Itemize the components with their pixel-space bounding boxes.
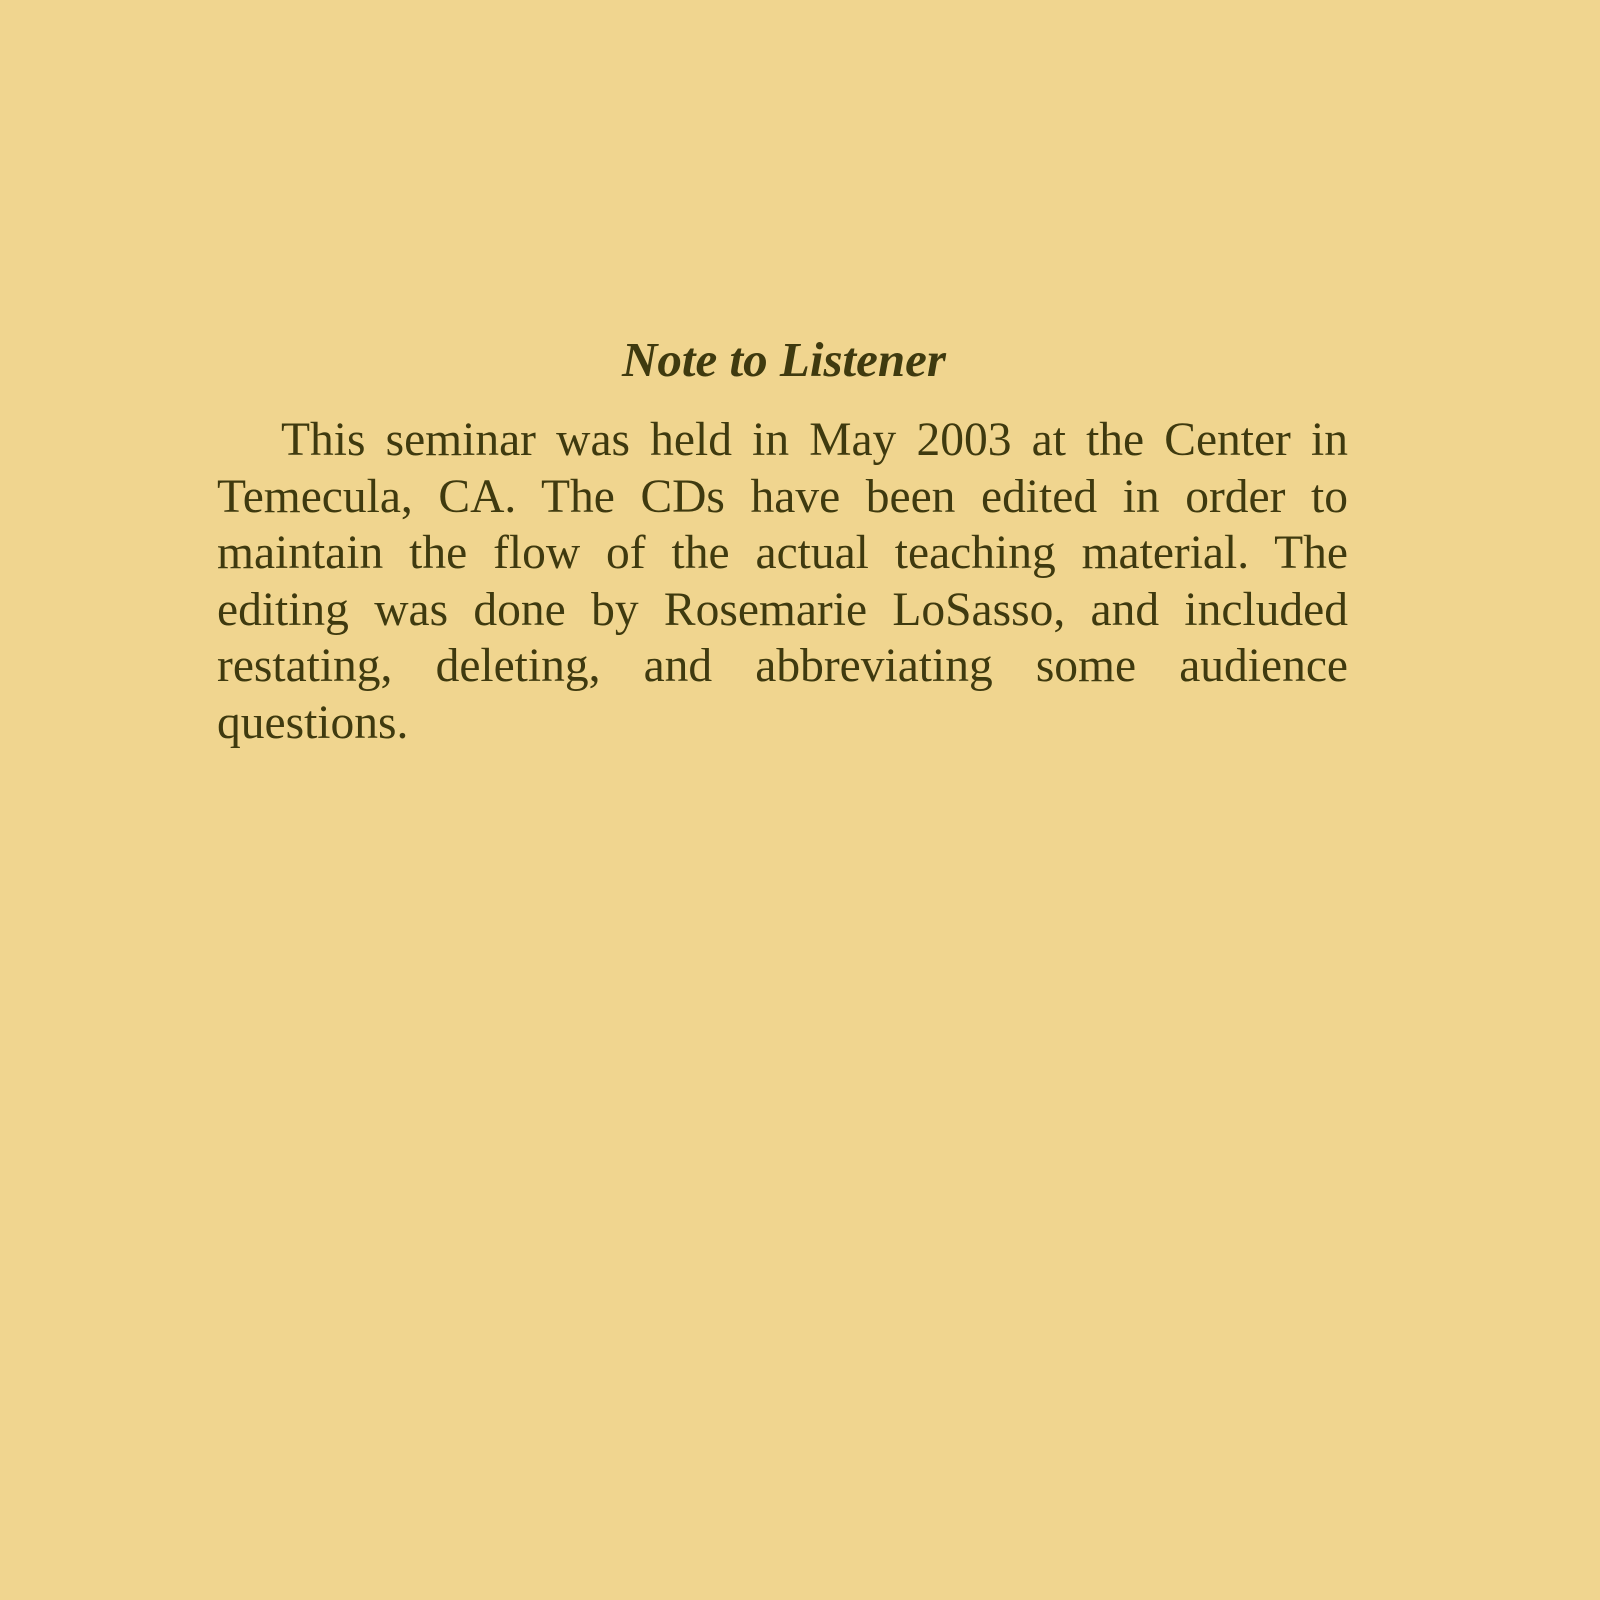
note-body-paragraph: This seminar was held in May 2003 at the Center in Temecula, CA. The CDs have been edited in order to maintain the flow of the actual teaching material. The editing was done by Rosemarie LoSasso, and included restating, deleting, and abbreviating some audience questions. [217,414,1348,749]
note-title: Note to Listener [622,332,946,387]
